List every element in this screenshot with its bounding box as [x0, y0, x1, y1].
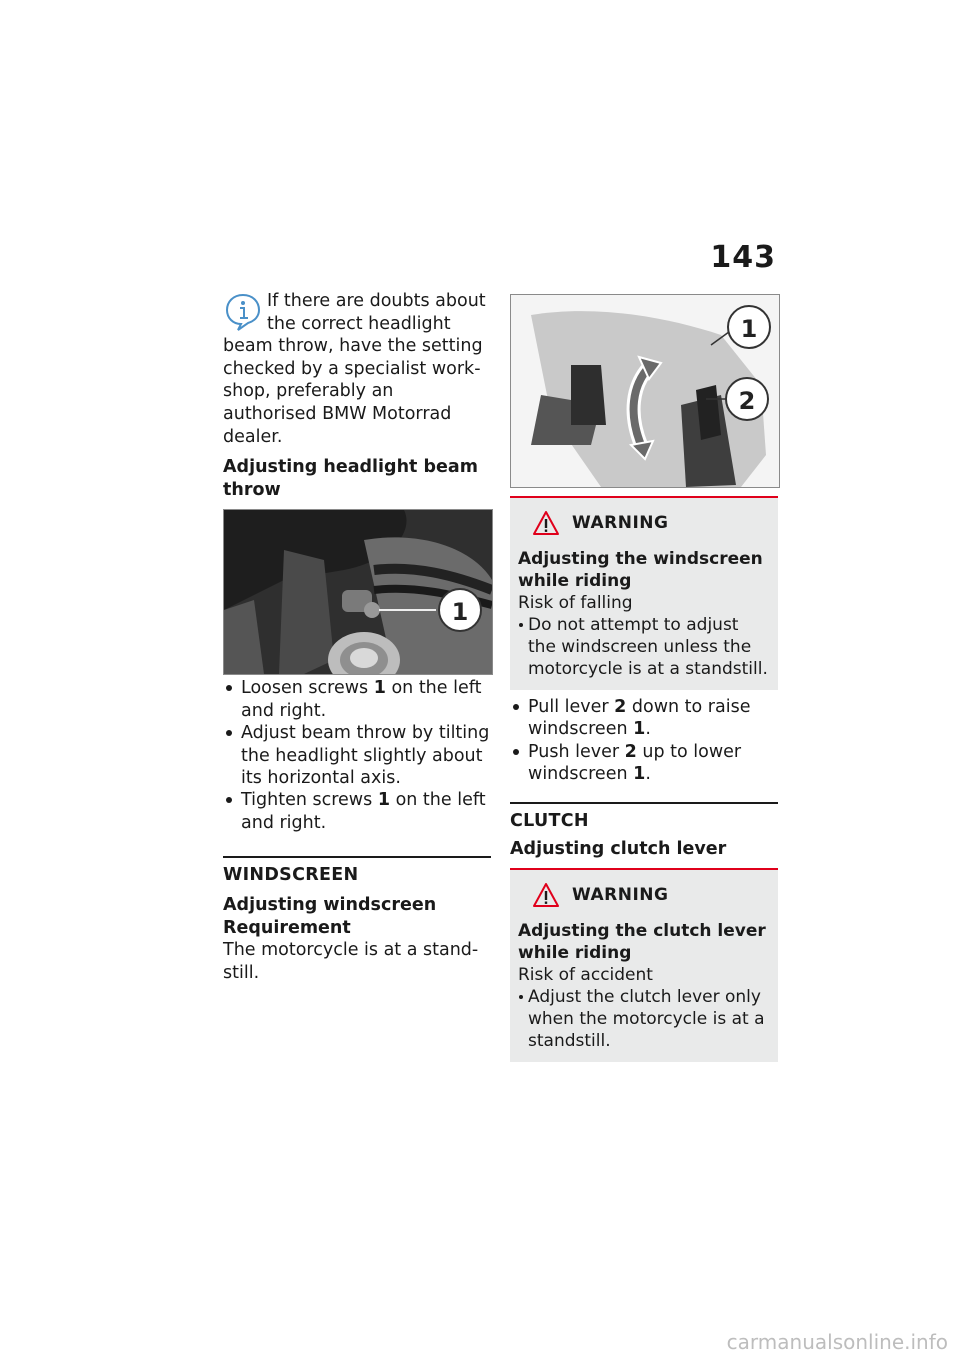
requirement-label: Requirement: [223, 917, 351, 938]
warning-risk: Risk of accident: [518, 965, 653, 986]
step-tighten: Tighten screws 1 on the left and right.: [223, 789, 491, 834]
note-line-1: If there are doubts about: [267, 291, 486, 311]
warning-subject: Adjusting the windscreen while riding: [518, 549, 763, 591]
headlight-figure: [223, 509, 493, 675]
callout-1: 1: [740, 315, 758, 343]
windscreen-illustration: [511, 295, 779, 487]
headlight-heading: Adjusting headlight beam throw: [223, 457, 478, 500]
warning-instruction: Do not attempt to adjust the windscreen unless the motorcycle is at a standstill.: [518, 614, 770, 680]
warning-subject: Adjusting the clutch lever while riding: [518, 921, 766, 964]
section-title-windscreen: WINDSCREEN: [223, 865, 359, 886]
headlight-steps: [223, 677, 491, 834]
section-divider: [510, 802, 778, 804]
note-line-2: the correct headlight: [267, 313, 451, 334]
warning-title: WARNING: [572, 513, 669, 533]
info-icon: [223, 292, 263, 332]
callout-2: 2: [738, 387, 756, 415]
headlight-illustration: [224, 510, 492, 674]
callout-1: 1: [451, 598, 469, 627]
step-pull-lever: Pull lever 2 down to raise windscreen 1.: [510, 696, 778, 741]
warning-icon: [532, 510, 560, 536]
requirement-text: The motorcycle is at a standstill.: [223, 940, 479, 983]
page-number: 143: [710, 240, 776, 275]
section-title-clutch: CLUTCH: [510, 810, 589, 831]
warning-risk: Risk of falling: [518, 593, 633, 613]
windscreen-steps: [510, 696, 778, 786]
warning-box-windscreen: [510, 496, 778, 690]
windscreen-figure: [510, 294, 780, 488]
watermark: carmanualsonline.info: [726, 1330, 948, 1354]
left-column: [223, 290, 491, 985]
info-note: [223, 290, 491, 448]
step-loosen: Loosen screws 1 on the left and right.: [223, 677, 491, 722]
warning-instruction: Adjust the clutch lever only when the motorcycle is at a standstill.: [518, 986, 770, 1052]
right-column: [510, 294, 778, 1062]
windscreen-heading: Adjusting windscreen: [223, 895, 437, 916]
step-adjust: Adjust beam throw by tilting the headlight slightly about its horizontal axis.: [223, 722, 491, 789]
section-divider: [223, 856, 491, 858]
step-push-lever: Push lever 2 up to lower windscreen 1.: [510, 741, 778, 786]
warning-icon: [532, 882, 560, 908]
clutch-heading: Adjusting clutch lever: [510, 838, 727, 859]
note-text: beam throw, have the setting checked by a specialist workshop, preferably an authorised BMW Motorrad dealer.: [223, 336, 483, 447]
warning-box-clutch: [510, 868, 778, 1062]
warning-title: WARNING: [572, 885, 669, 906]
